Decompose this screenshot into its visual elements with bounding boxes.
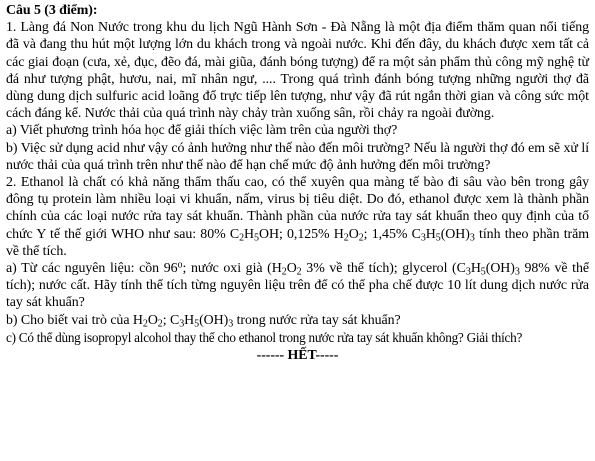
part1-intro: 1. Làng đá Non Nước trong khu du lịch Ngũ Hành Sơn - Đà Nẵng là một địa điểm thăm quan nổi tiếng đã và đang thu hút một lượng lớn du khách trong và ngoài nước. Khi đến đây, du khách được xem tất cả các giai đoạn (cưa, xẻ, đục, đẽo đá, mài giũa, đánh bóng tượng) để ra một sản phẩm thủ công mỹ nghệ từ đá như tượng phật, hươu, nai, mĩ nhân ngư, .... Trong quá trình đánh bóng tượng những người thợ đã dùng dung dịch sulfuric acid loãng đổ trực tiếp lên tượng, như vậy đã rút ngắn thời gian và công sức một cách đáng kể. Nước thải của quá trình này chảy tràn xuống sân, rồi chảy ra ngoài đường.	[6, 20, 589, 122]
part2-question-c: c) Có thể dùng isopropyl alcohol thay thế cho ethanol trong nước rửa tay sát khuẩn không? Giải thích?	[6, 329, 523, 345]
end-marker: ------ HẾT-----	[256, 348, 339, 364]
part2-intro: 2. Ethanol là chất có khả năng thẩm thấu cao, có thể xuyên qua màng tế bào đi sâu vào bên trong gây đông tụ protein làm nhiều loại vi khuẩn, nấm, virus bị tiêu diệt. Do đó, ethanol được xem là thành phần chính của các loại nước rửa tay sát khuẩn. Thành phần của nước rửa tay sát khuẩn theo quy định của tổ chức Y tế thế giới WHO như sau: 80% $C_2H_5OH$; 0,125% $H_2O_2$; 1,45% $C_3H_5(OH)_3$ tính theo phần trăm về thể tích.	[6, 175, 589, 259]
part1-question-b: b) Việc sử dụng acid như vậy có ảnh hưởng như thế nào đến môi trường? Nếu là người thợ đó em sẽ xử lí nước thải của quá trình trên như thế nào để hạn chế mức độ ảnh hưởng đến môi trường?	[6, 140, 589, 173]
part2-question-a: a) Từ các nguyên liệu: cồn 96$^o$; nước oxi già ($H_2O_2$ 3% về thể tích); glycerol ($C_3H_5(OH)_3$ 98% về thể tích); nước cất. Hãy tính thể tích từng nguyên liệu trên để có thể pha chế được 10 lít dung dịch nước rửa tay sát khuẩn?	[6, 259, 590, 311]
part2-question-b: b) Cho biết vai trò của $H_2O_2$; $C_3H_5(OH)_3$ trong nước rửa tay sát khuẩn?	[6, 312, 401, 330]
part1-question-a: a) Viết phương trình hóa học để giải thích việc làm trên của người thợ?	[6, 123, 398, 139]
question-title: Câu 5 (3 điểm):	[6, 3, 98, 18]
